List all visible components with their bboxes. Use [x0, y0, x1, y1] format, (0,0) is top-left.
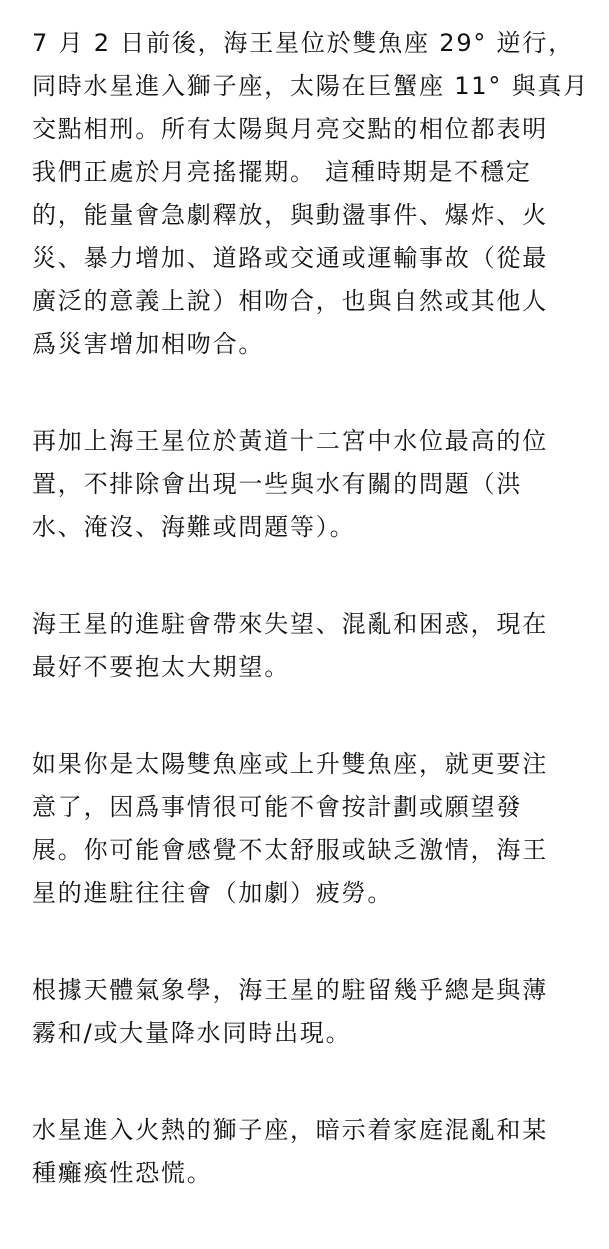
paragraph-pisces-advice [32, 743, 580, 915]
text-line: 展。你可能會感覺不太舒服或缺乏激情，海王 [32, 836, 548, 864]
text-line: 的，能量會急劇釋放，與動盪事件、爆炸、火 [32, 201, 548, 229]
article-body [32, 22, 589, 1249]
text-line: 最好不要抱太大期望。 [32, 653, 290, 681]
paragraph-neptune-retrograde [32, 22, 589, 366]
paragraph-disappointment [32, 603, 580, 689]
text-line: 災、暴力增加、道路或交通或運輸事故（從最 [32, 244, 548, 272]
text-line: 再加上海王星位於黃道十二宮中水位最高的位 [32, 427, 548, 455]
text-line: 星的進駐往往會（加劇）疲勞。 [32, 879, 394, 907]
text-line: 置，不排除會出現一些與水有關的問題（洪 [32, 470, 523, 498]
text-line: 種癱瘓性恐慌。 [32, 1159, 213, 1187]
text-line: 根據天體氣象學，海王星的駐留幾乎總是與薄 [32, 976, 548, 1004]
text-line: 意了，因爲事情很可能不會按計劃或願望發 [32, 793, 523, 821]
text-line: 爲災害增加相吻合。 [32, 330, 265, 358]
text-line: 水、淹沒、海難或問題等）。 [32, 513, 356, 541]
text-line: 水星進入火熱的獅子座，暗示着家庭混亂和某 [32, 1116, 548, 1144]
text-line: 7 月 2 日前後，海王星位於雙魚座 29° 逆行， [32, 29, 575, 57]
text-line: 霧和/或大量降水同時出現。 [32, 1019, 352, 1047]
text-line: 交點相刑。所有太陽與月亮交點的相位都表明 [32, 115, 548, 143]
text-line: 海王星的進駐會帶來失望、混亂和困惑，現在 [32, 610, 548, 638]
text-line: 如果你是太陽雙魚座或上升雙魚座，就更要注 [32, 750, 548, 778]
text-line: 我們正處於月亮搖擺期。 這種時期是不穩定 [32, 158, 532, 186]
text-line: 同時水星進入獅子座，太陽在巨蟹座 11° 與真月 [32, 72, 589, 100]
paragraph-mercury-leo [32, 1109, 580, 1195]
paragraph-astrometeorology [32, 969, 580, 1055]
paragraph-water-issues [32, 420, 580, 549]
text-line: 廣泛的意義上說）相吻合，也與自然或其他人 [32, 287, 548, 315]
